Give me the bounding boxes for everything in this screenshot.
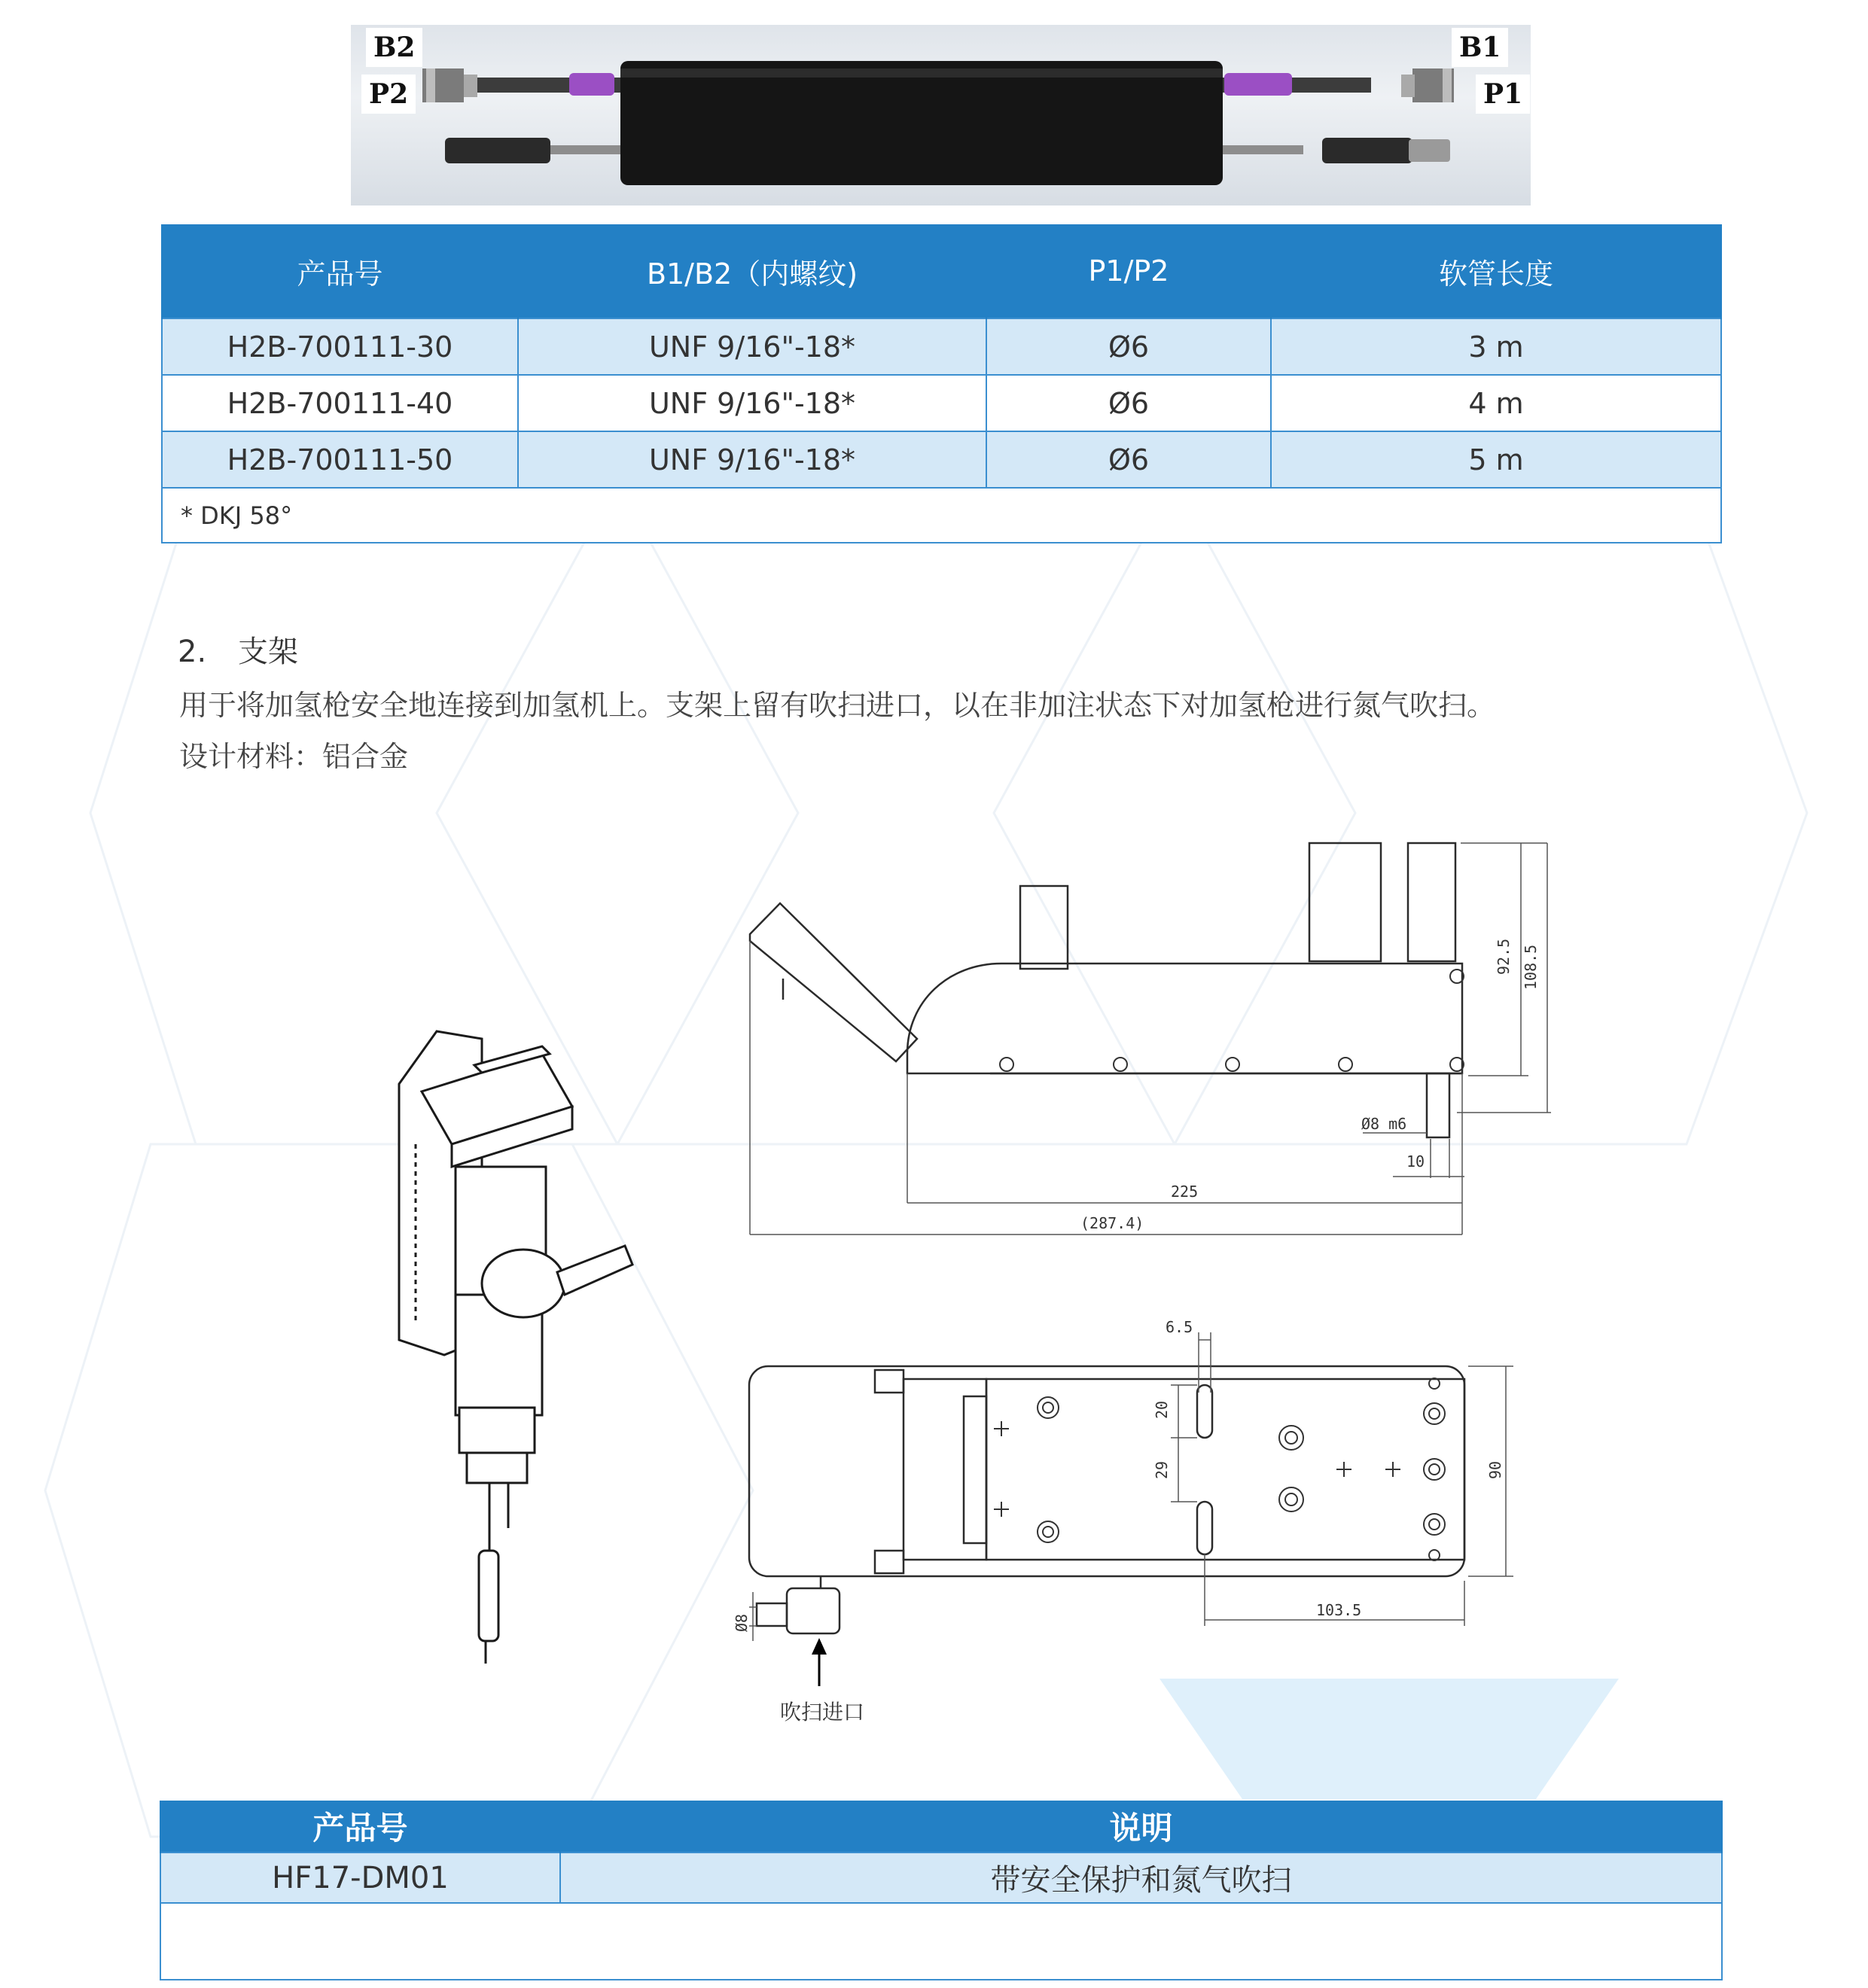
dim-103-5: 103.5 — [1316, 1601, 1362, 1619]
col-header-product: 产品号 — [160, 1801, 560, 1853]
col-header-description: 说明 — [560, 1801, 1722, 1853]
cell-thread: UNF 9/16"-18* — [518, 431, 986, 488]
dim-6-5: 6.5 — [1166, 1318, 1193, 1336]
dim-20: 20 — [1153, 1400, 1171, 1419]
table-row-empty — [160, 1903, 1722, 1980]
dim-90: 90 — [1486, 1460, 1504, 1479]
cell-length: 3 m — [1271, 318, 1721, 375]
cell-description: 带安全保护和氮气吹扫 — [560, 1853, 1722, 1903]
cell-thread: UNF 9/16"-18* — [518, 318, 986, 375]
table-row — [160, 1853, 1722, 1903]
label-p1: P1 — [1476, 75, 1530, 114]
side-view-drawing — [750, 843, 1551, 1235]
dim-92-5: 92.5 — [1495, 938, 1513, 975]
section-number: 2. — [178, 635, 207, 669]
label-b2: B2 — [366, 28, 422, 67]
col-header-product: 产品号 — [162, 224, 518, 318]
col-header-length: 软管长度 — [1271, 224, 1721, 318]
cell-product: H2B-700111-40 — [162, 375, 518, 431]
dim-108-5: 108.5 — [1522, 944, 1540, 990]
cell-port: Ø6 — [986, 431, 1271, 488]
isometric-bracket-drawing — [399, 1031, 632, 1664]
purge-inlet-label: 吹扫进口 — [780, 1700, 865, 1725]
col-header-thread: B1/B2（内螺纹) — [518, 224, 986, 318]
empty-cell — [160, 1903, 1722, 1980]
label-b1: B1 — [1452, 28, 1508, 67]
dim-287-4: (287.4) — [1080, 1214, 1144, 1232]
dim-29: 29 — [1153, 1460, 1171, 1479]
cell-product: HF17-DM01 — [160, 1853, 560, 1903]
cell-length: 4 m — [1271, 375, 1721, 431]
bracket-spec-table — [160, 1801, 1723, 1980]
dim-10: 10 — [1406, 1152, 1425, 1171]
cell-thread: UNF 9/16"-18* — [518, 375, 986, 431]
cell-port: Ø6 — [986, 318, 1271, 375]
table-footnote: * DKJ 58° — [162, 488, 1721, 543]
section-material: 设计材料：铝合金 — [179, 740, 409, 773]
table-header-row — [160, 1801, 1722, 1853]
cell-length: 5 m — [1271, 431, 1721, 488]
section-description: 用于将加氢枪安全地连接到加氢机上。支架上留有吹扫进口，以在非加注状态下对加氢枪进行氮气吹扫。 — [179, 689, 1496, 722]
dim-225: 225 — [1171, 1183, 1199, 1201]
dim-bore: Ø8 m6 — [1361, 1115, 1407, 1133]
label-p2: P2 — [361, 75, 416, 114]
col-header-port: P1/P2 — [986, 224, 1271, 318]
top-view-drawing — [749, 1332, 1513, 1686]
cell-product: H2B-700111-30 — [162, 318, 518, 375]
dim-bore-8: Ø8 — [733, 1613, 751, 1632]
cell-product: H2B-700111-50 — [162, 431, 518, 488]
section-title: 支架 — [238, 635, 298, 669]
cell-port: Ø6 — [986, 375, 1271, 431]
